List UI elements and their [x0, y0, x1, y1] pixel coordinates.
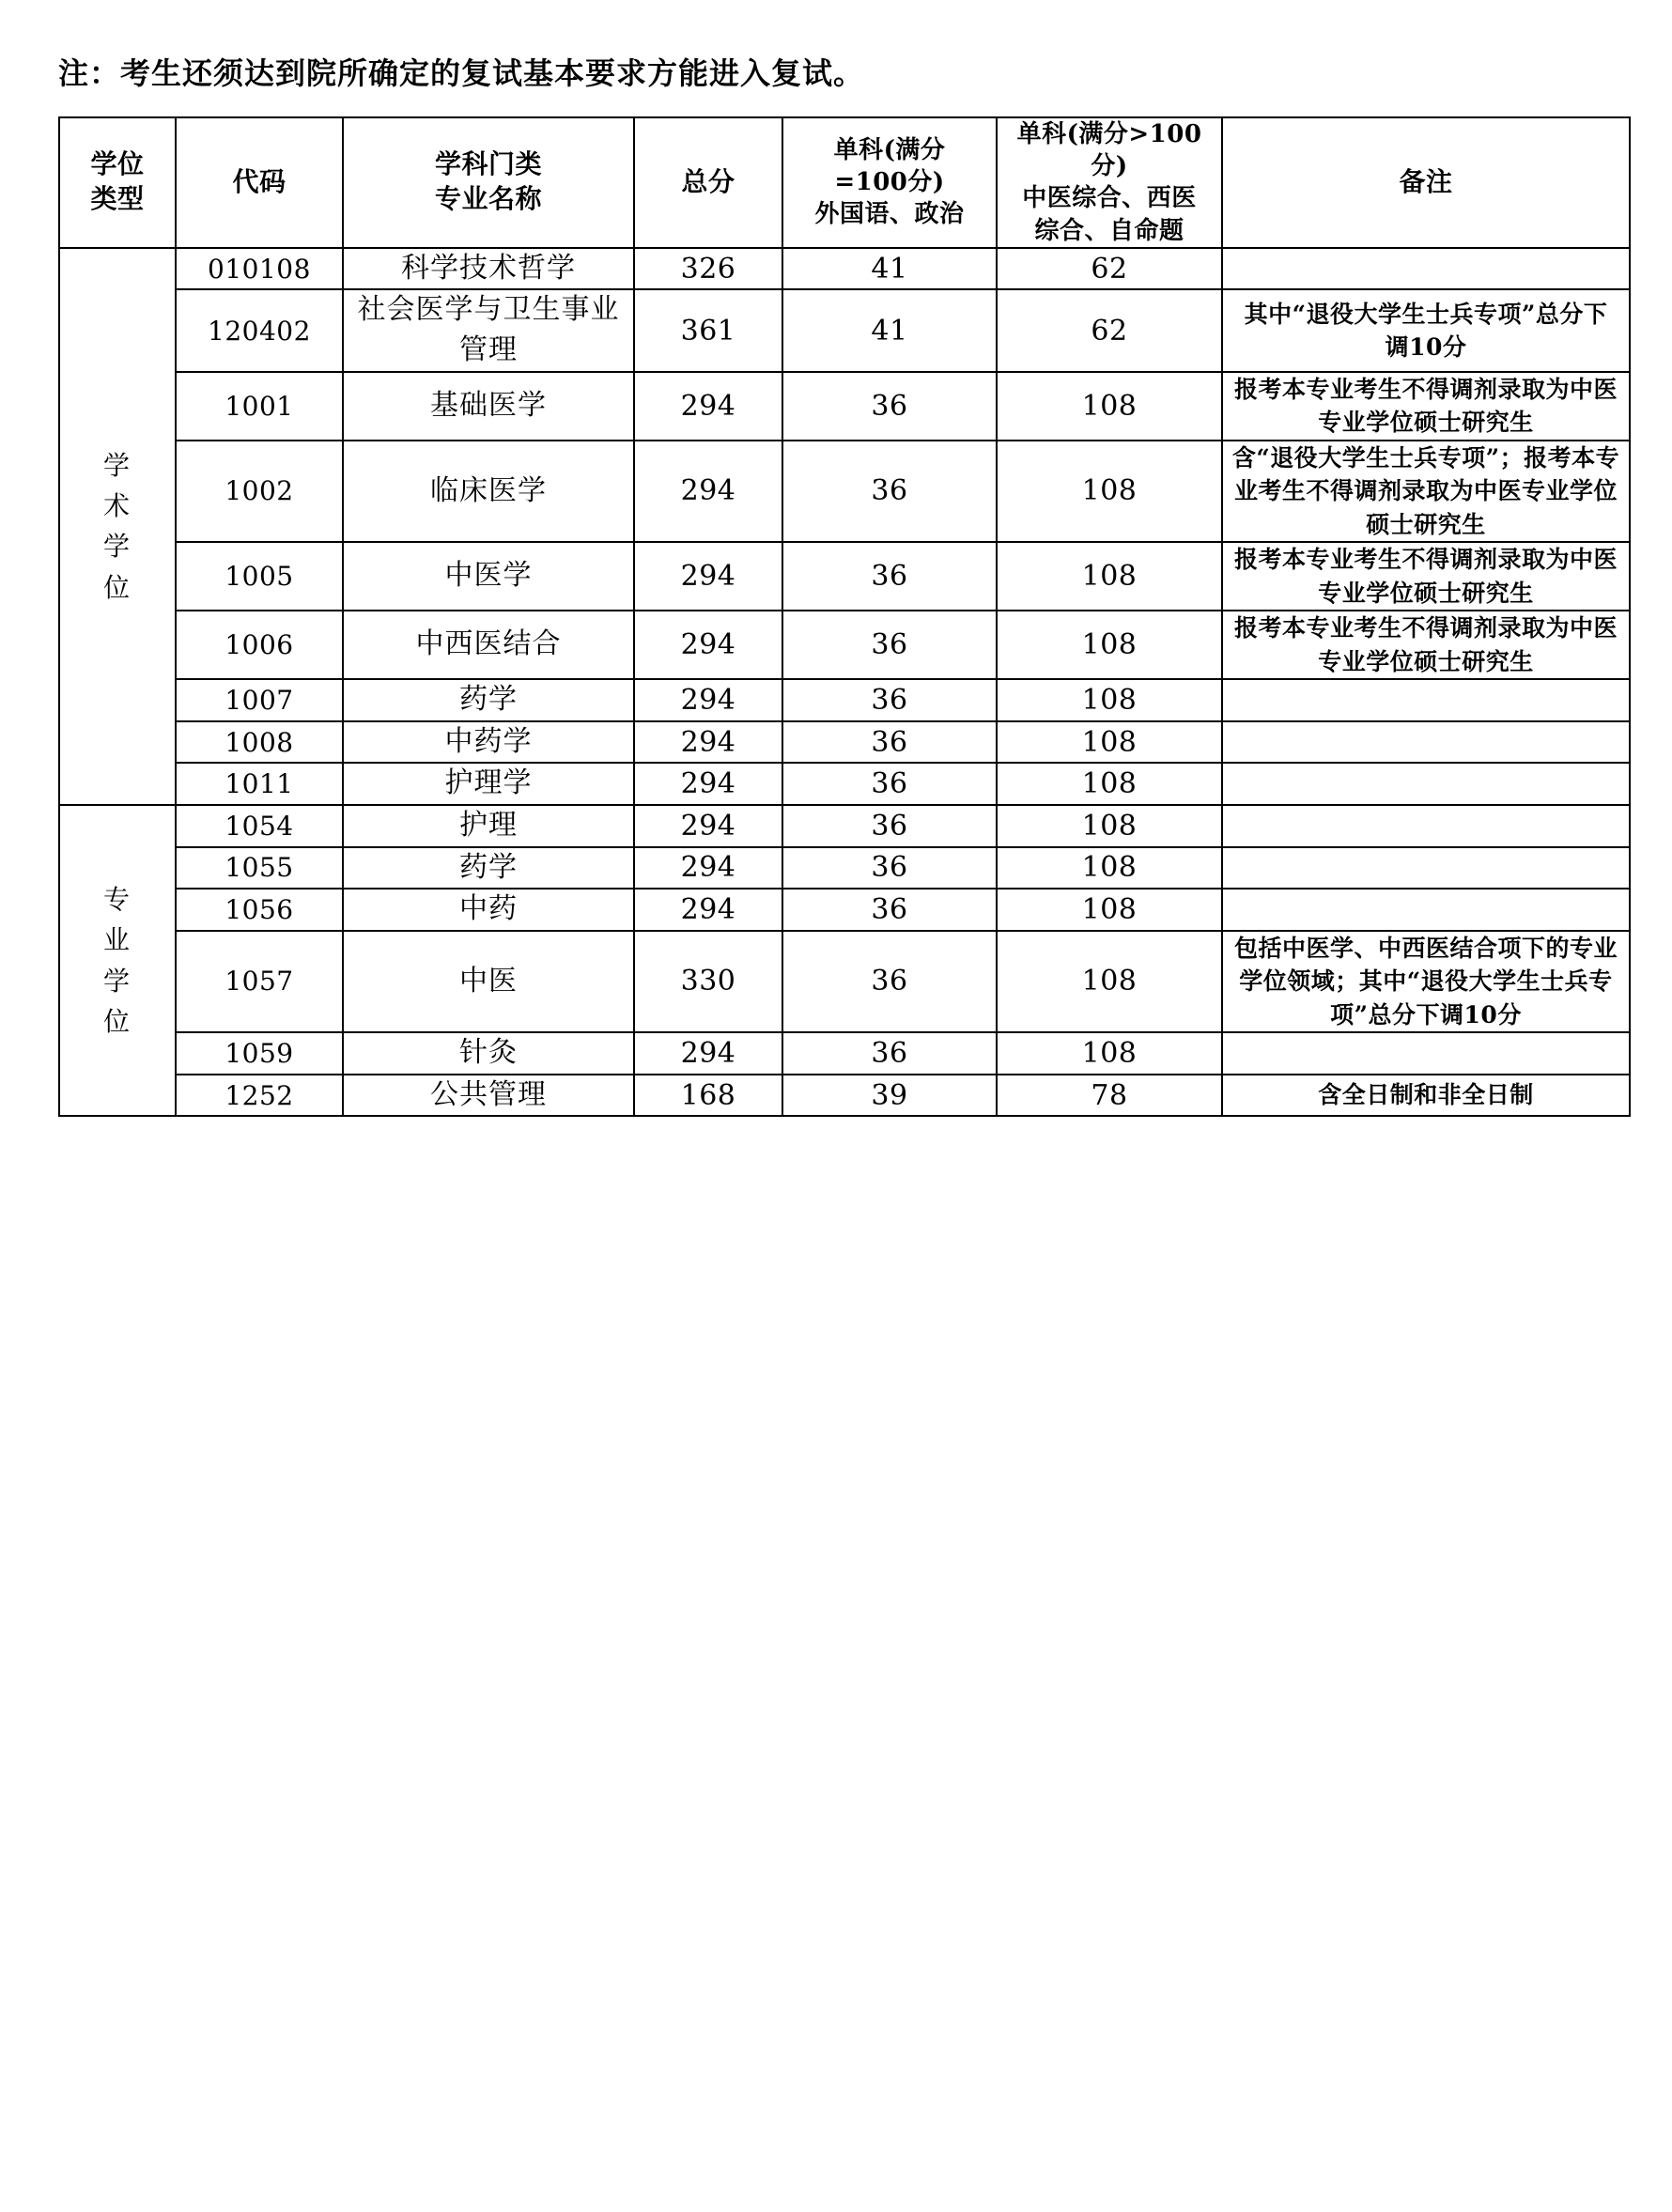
cell-single-subject-100: 36	[782, 931, 997, 1033]
cell-single-subject-over-100: 108	[997, 372, 1222, 441]
cell-subject-name: 中药学	[343, 721, 634, 764]
table-header-row	[59, 117, 1630, 248]
cell-single-subject-100: 36	[782, 847, 997, 889]
cell-remark	[1222, 1032, 1630, 1075]
cell-remark: 报考本专业考生不得调剂录取为中医专业学位硕士研究生	[1222, 372, 1630, 441]
cell-single-subject-over-100: 108	[997, 542, 1222, 611]
cell-total-score: 294	[634, 679, 782, 721]
cell-single-subject-over-100: 108	[997, 1032, 1222, 1075]
cell-remark	[1222, 721, 1630, 764]
cell-code: 1008	[176, 721, 343, 764]
cell-code: 1252	[176, 1075, 343, 1117]
cell-single-subject-100: 36	[782, 372, 997, 441]
cell-subject-name: 科学技术哲学	[343, 248, 634, 290]
cell-remark: 含“退役大学生士兵专项”；报考本专业考生不得调剂录取为中医专业学位硕士研究生	[1222, 441, 1630, 543]
table-row	[59, 805, 1630, 847]
cell-remark: 报考本专业考生不得调剂录取为中医专业学位硕士研究生	[1222, 542, 1630, 611]
cell-total-score: 294	[634, 611, 782, 679]
cell-subject-name: 针灸	[343, 1032, 634, 1075]
table-row	[59, 847, 1630, 889]
cell-remark	[1222, 248, 1630, 290]
cell-remark	[1222, 763, 1630, 805]
cell-single-subject-over-100: 108	[997, 441, 1222, 543]
cell-single-subject-over-100: 108	[997, 721, 1222, 764]
cell-total-score: 330	[634, 931, 782, 1033]
table-row	[59, 542, 1630, 611]
cell-code: 1056	[176, 889, 343, 931]
degree-type-char: 位	[102, 571, 132, 603]
header-single-subject-over-100: 单科(满分>100 分) 中医综合、西医 综合、自命题	[997, 117, 1222, 248]
cell-code: 1006	[176, 611, 343, 679]
cell-remark: 含全日制和非全日制	[1222, 1075, 1630, 1117]
table-row	[59, 611, 1630, 679]
cell-total-score: 294	[634, 721, 782, 764]
cell-remark	[1222, 847, 1630, 889]
cell-code: 1059	[176, 1032, 343, 1075]
cell-code: 1002	[176, 441, 343, 543]
cell-total-score: 294	[634, 542, 782, 611]
cell-code: 1001	[176, 372, 343, 441]
table-row	[59, 931, 1630, 1033]
cell-single-subject-over-100: 108	[997, 847, 1222, 889]
cell-remark	[1222, 805, 1630, 847]
cell-total-score: 294	[634, 441, 782, 543]
cell-remark: 包括中医学、中西医结合项下的专业学位领域；其中“退役大学生士兵专项”总分下调10分	[1222, 931, 1630, 1033]
cell-single-subject-100: 36	[782, 441, 997, 543]
cell-code: 1055	[176, 847, 343, 889]
cell-code: 1054	[176, 805, 343, 847]
cell-remark	[1222, 889, 1630, 931]
cell-single-subject-over-100: 108	[997, 805, 1222, 847]
cell-single-subject-100: 41	[782, 248, 997, 290]
cell-total-score: 294	[634, 847, 782, 889]
table-row	[59, 721, 1630, 764]
table-row	[59, 441, 1630, 543]
cell-subject-name: 药学	[343, 847, 634, 889]
cell-subject-name: 中药	[343, 889, 634, 931]
cell-single-subject-100: 41	[782, 289, 997, 371]
cell-code: 1005	[176, 542, 343, 611]
cell-single-subject-over-100: 108	[997, 889, 1222, 931]
degree-type-char: 学	[102, 965, 132, 997]
cell-single-subject-100: 36	[782, 889, 997, 931]
table-row	[59, 889, 1630, 931]
cell-code: 120402	[176, 289, 343, 371]
cell-subject-name: 中医学	[343, 542, 634, 611]
cell-code: 1011	[176, 763, 343, 805]
cell-subject-name: 基础医学	[343, 372, 634, 441]
cell-subject-name: 社会医学与卫生事业管理	[343, 289, 634, 371]
cell-subject-name: 护理学	[343, 763, 634, 805]
degree-type-char: 专	[102, 883, 132, 915]
degree-type-char: 学	[102, 531, 132, 563]
cell-single-subject-100: 36	[782, 611, 997, 679]
table-row	[59, 1075, 1630, 1117]
table-row	[59, 248, 1630, 290]
cell-single-subject-over-100: 62	[997, 248, 1222, 290]
cell-single-subject-100: 36	[782, 542, 997, 611]
degree-type-char: 位	[102, 1006, 132, 1038]
cell-subject-name: 公共管理	[343, 1075, 634, 1117]
cell-code: 1007	[176, 679, 343, 721]
table-row	[59, 289, 1630, 371]
degree-type-char: 术	[102, 489, 132, 521]
cell-single-subject-100: 39	[782, 1075, 997, 1117]
cell-total-score: 294	[634, 763, 782, 805]
note-text: 注：考生还须达到院所确定的复试基本要求方能进入复试。	[58, 55, 865, 91]
header-remark: 备注	[1222, 117, 1630, 248]
cell-single-subject-over-100: 108	[997, 611, 1222, 679]
cell-single-subject-100: 36	[782, 763, 997, 805]
cell-single-subject-over-100: 108	[997, 679, 1222, 721]
cell-single-subject-100: 36	[782, 805, 997, 847]
cell-total-score: 361	[634, 289, 782, 371]
cell-single-subject-over-100: 62	[997, 289, 1222, 371]
cell-degree-type	[59, 248, 176, 805]
cell-remark	[1222, 679, 1630, 721]
cell-subject-name: 护理	[343, 805, 634, 847]
cell-degree-type	[59, 805, 176, 1116]
cell-single-subject-over-100: 108	[997, 763, 1222, 805]
cell-total-score: 168	[634, 1075, 782, 1117]
cell-subject-name: 药学	[343, 679, 634, 721]
header-total-score: 总分	[634, 117, 782, 248]
header-degree-type: 学位 类型	[59, 117, 176, 248]
cell-code: 010108	[176, 248, 343, 290]
cell-total-score: 294	[634, 889, 782, 931]
cell-single-subject-over-100: 108	[997, 931, 1222, 1033]
header-single-subject-100: 单科(满分 =100分) 外国语、政治	[782, 117, 997, 248]
degree-type-char: 业	[102, 924, 132, 956]
cell-subject-name: 中西医结合	[343, 611, 634, 679]
score-requirements-table	[58, 116, 1631, 1118]
table-body	[59, 248, 1630, 1117]
cell-single-subject-100: 36	[782, 1032, 997, 1075]
cell-single-subject-100: 36	[782, 679, 997, 721]
table-row	[59, 372, 1630, 441]
cell-total-score: 294	[634, 1032, 782, 1075]
cell-code: 1057	[176, 931, 343, 1033]
cell-single-subject-100: 36	[782, 721, 997, 764]
table-row	[59, 763, 1630, 805]
cell-single-subject-over-100: 78	[997, 1075, 1222, 1117]
cell-subject-name: 临床医学	[343, 441, 634, 543]
cell-total-score: 294	[634, 805, 782, 847]
cell-remark: 其中“退役大学生士兵专项”总分下调10分	[1222, 289, 1630, 371]
table-header	[59, 117, 1630, 248]
header-subject-name: 学科门类 专业名称	[343, 117, 634, 248]
table-row	[59, 679, 1630, 721]
cell-total-score: 326	[634, 248, 782, 290]
cell-subject-name: 中医	[343, 931, 634, 1033]
cell-total-score: 294	[634, 372, 782, 441]
header-code: 代码	[176, 117, 343, 248]
degree-type-char: 学	[102, 449, 132, 481]
cell-remark: 报考本专业考生不得调剂录取为中医专业学位硕士研究生	[1222, 611, 1630, 679]
table-row	[59, 1032, 1630, 1075]
